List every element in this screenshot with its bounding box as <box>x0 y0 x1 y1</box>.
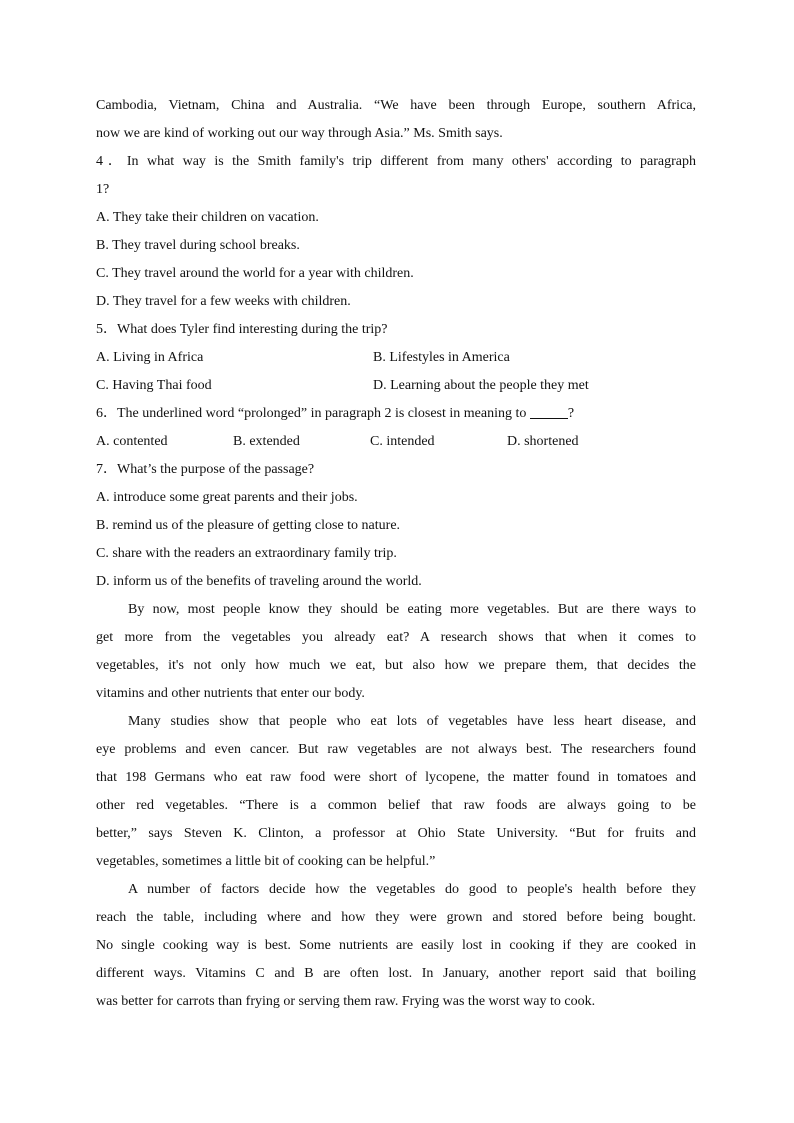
text-line: eye problems and even cancer. But raw vegetables are not always best. The researchers found <box>96 742 696 757</box>
question-5 <box>96 316 696 400</box>
option-d: D. shortened <box>507 434 579 449</box>
question-4 <box>96 148 696 316</box>
option-b: B. They travel during school breaks. <box>96 238 300 253</box>
option-c: C. share with the readers an extraordinary family trip. <box>96 546 397 561</box>
text-line: Cambodia, Vietnam, China and Australia. “We have been through Europe, southern Africa, <box>96 98 696 113</box>
answer-blank <box>530 404 568 419</box>
option-row <box>96 428 696 456</box>
text-line: was better for carrots than frying or serving them raw. Frying was the worst way to cook. <box>96 994 596 1009</box>
option-d: D. They travel for a few weeks with children. <box>96 294 351 309</box>
option-b: B. Lifestyles in America <box>373 350 510 365</box>
text-line: different ways. Vitamins C and B are often lost. In January, another report said that boiling <box>96 966 696 981</box>
text-line: other red vegetables. “There is a common belief that raw foods are always going to be <box>96 798 696 813</box>
text-line: Many studies show that people who eat lots of vegetables have less heart disease, and <box>128 714 696 729</box>
question-stem: 7．What’s the purpose of the passage? <box>96 462 315 477</box>
question-7 <box>96 456 696 596</box>
passage-two-paragraph-3 <box>96 876 696 1016</box>
passage-two-paragraph-2 <box>96 708 696 876</box>
document-page <box>96 92 696 1016</box>
question-stem-text: 6．The underlined word “prolonged” in paragraph 2 is closest in meaning to <box>96 406 530 421</box>
text-line: that 198 Germans who eat raw food were short of lycopene, the matter found in tomatoes and <box>96 770 696 785</box>
question-stem: 5．What does Tyler find interesting during the trip? <box>96 322 388 337</box>
question-mark: ? <box>567 406 575 421</box>
passage-one-ending <box>96 92 696 148</box>
text-line: get more from the vegetables you already eat? A research shows that when it comes to <box>96 630 696 645</box>
text-line: By now, most people know they should be eating more vegetables. But are there ways to <box>128 602 696 617</box>
text-line: vitamins and other nutrients that enter our body. <box>96 686 365 701</box>
text-line: now we are kind of working out our way through Asia.” Ms. Smith says. <box>96 126 503 141</box>
option-d: D. Learning about the people they met <box>373 378 589 393</box>
question-6 <box>96 400 696 456</box>
question-stem <box>96 400 696 428</box>
text-line: vegetables, sometimes a little bit of cooking can be helpful.” <box>96 854 436 869</box>
option-c: C. Having Thai food <box>96 378 212 393</box>
option-a: A. introduce some great parents and their jobs. <box>96 490 358 505</box>
option-c: C. intended <box>370 434 435 449</box>
text-line: vegetables, it's not only how much we eat, but also how we prepare them, that decides the <box>96 658 696 673</box>
text-line: better,” says Steven K. Clinton, a professor at Ohio State University. “But for fruits and <box>96 826 696 841</box>
text-line: No single cooking way is best. Some nutrients are easily lost in cooking if they are cooked in <box>96 938 696 953</box>
option-b: B. extended <box>233 434 300 449</box>
option-c: C. They travel around the world for a year with children. <box>96 266 414 281</box>
question-stem: 4．In what way is the Smith family's trip different from many others' according to paragraph <box>96 154 696 169</box>
passage-two-paragraph-1 <box>96 596 696 708</box>
option-row <box>96 372 696 400</box>
option-a: A. Living in Africa <box>96 350 204 365</box>
option-b: B. remind us of the pleasure of getting close to nature. <box>96 518 401 533</box>
option-row <box>96 344 696 372</box>
option-d: D. inform us of the benefits of traveling around the world. <box>96 574 422 589</box>
option-a: A. contented <box>96 434 168 449</box>
text-line: A number of factors decide how the vegetables do good to people's health before they <box>128 882 696 897</box>
text-line: reach the table, including where and how they were grown and stored before being bought. <box>96 910 696 925</box>
option-a: A. They take their children on vacation. <box>96 210 319 225</box>
question-stem-continued: 1? <box>96 182 110 197</box>
